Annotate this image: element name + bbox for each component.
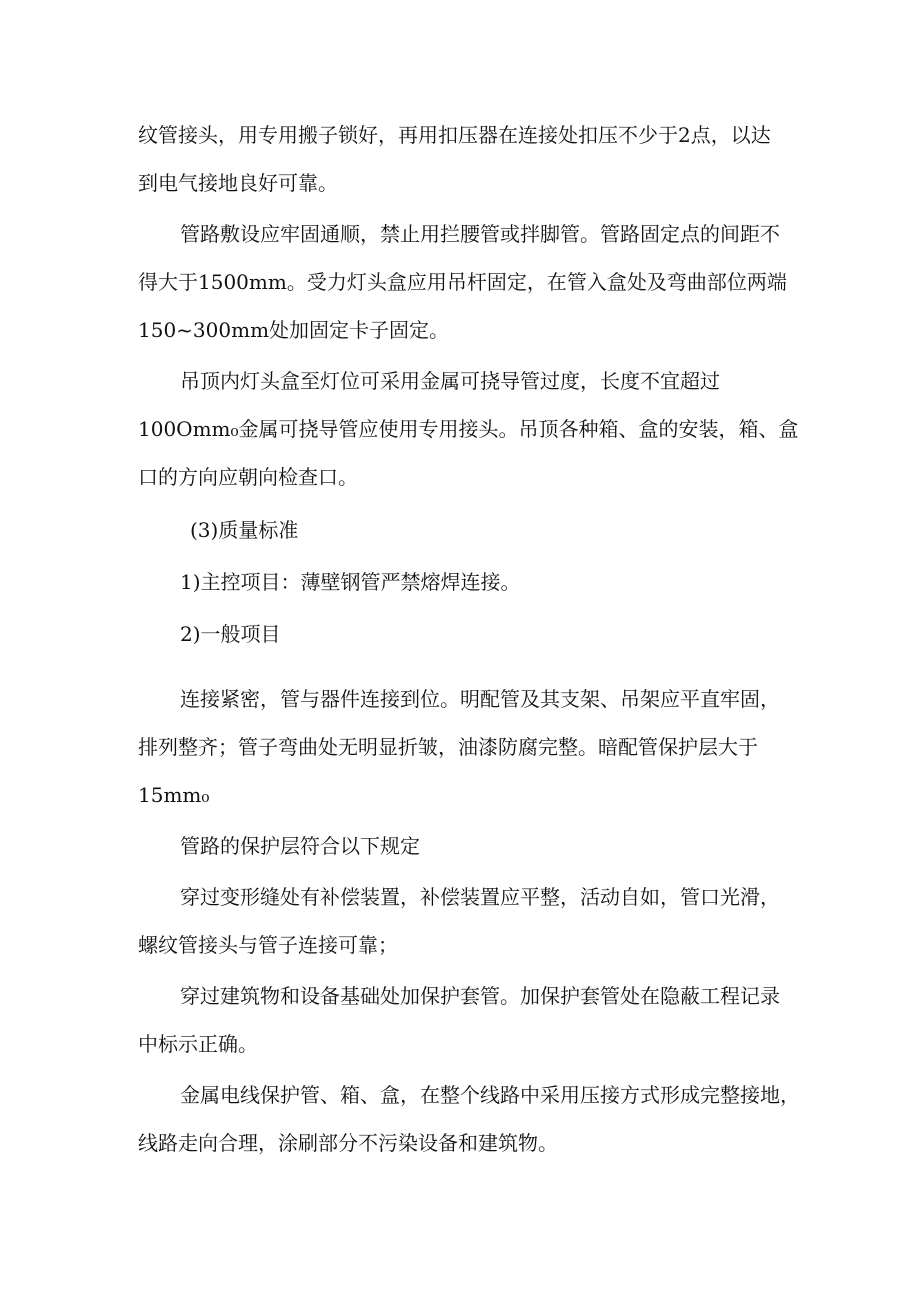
text-line: 螺纹管接头与管子连接可靠； — [138, 933, 398, 957]
text-line: 150~300mm处加固定卡子固定。 — [138, 318, 450, 342]
paragraph-start-line: 管路敷设应牢固通顺，禁止用拦腰管或拌脚管。管路固定点的间距不 — [180, 222, 780, 246]
paragraph-line: 管路的保护层符合以下规定 — [180, 834, 420, 858]
paragraph-start-line: 穿过建筑物和设备基础处加保护套管。加保护套管处在隐蔽工程记录 — [180, 984, 780, 1008]
paragraph-start-line: 吊顶内灯头盒至灯位可采用金属可挠导管过度，长度不宜超过 — [180, 369, 720, 393]
general-item-heading: 2)一般项目 — [180, 622, 281, 646]
text-line: 15mm₀ — [138, 783, 210, 807]
text-line: 排列整齐；管子弯曲处无明显折皱，油漆防腐完整。暗配管保护层大于 — [138, 735, 758, 759]
text-line: 线路走向合理，涂刷部分不污染设备和建筑物。 — [138, 1131, 558, 1155]
text-line: 100Omm₀金属可挠导管应使用专用接头。吊顶各种箱、盒的安装，箱、盒 — [138, 417, 799, 441]
main-control-item: 1)主控项目：薄壁钢管严禁熔焊连接。 — [180, 570, 521, 594]
text-line: 口的方向应朝向检查口。 — [138, 465, 358, 489]
paragraph-start-line: 穿过变形缝处有补偿装置，补偿装置应平整，活动自如，管口光滑， — [180, 885, 780, 909]
text-line: 到电气接地良好可靠。 — [138, 171, 338, 195]
paragraph-start-line: 连接紧密，管与器件连接到位。明配管及其支架、吊架应平直牢固， — [180, 687, 780, 711]
text-line: 纹管接头，用专用搬子锁好，再用扣压器在连接处扣压不少于2点，以达 — [138, 123, 771, 147]
paragraph-start-line: 金属电线保护管、箱、盒，在整个线路中采用压接方式形成完整接地， — [180, 1083, 800, 1107]
text-line: 中标示正确。 — [138, 1032, 258, 1056]
text-line: 得大于1500mm。受力灯头盒应用吊杆固定，在管入盒处及弯曲部位两端 — [138, 270, 787, 294]
section-heading: (3)质量标准 — [190, 518, 299, 542]
